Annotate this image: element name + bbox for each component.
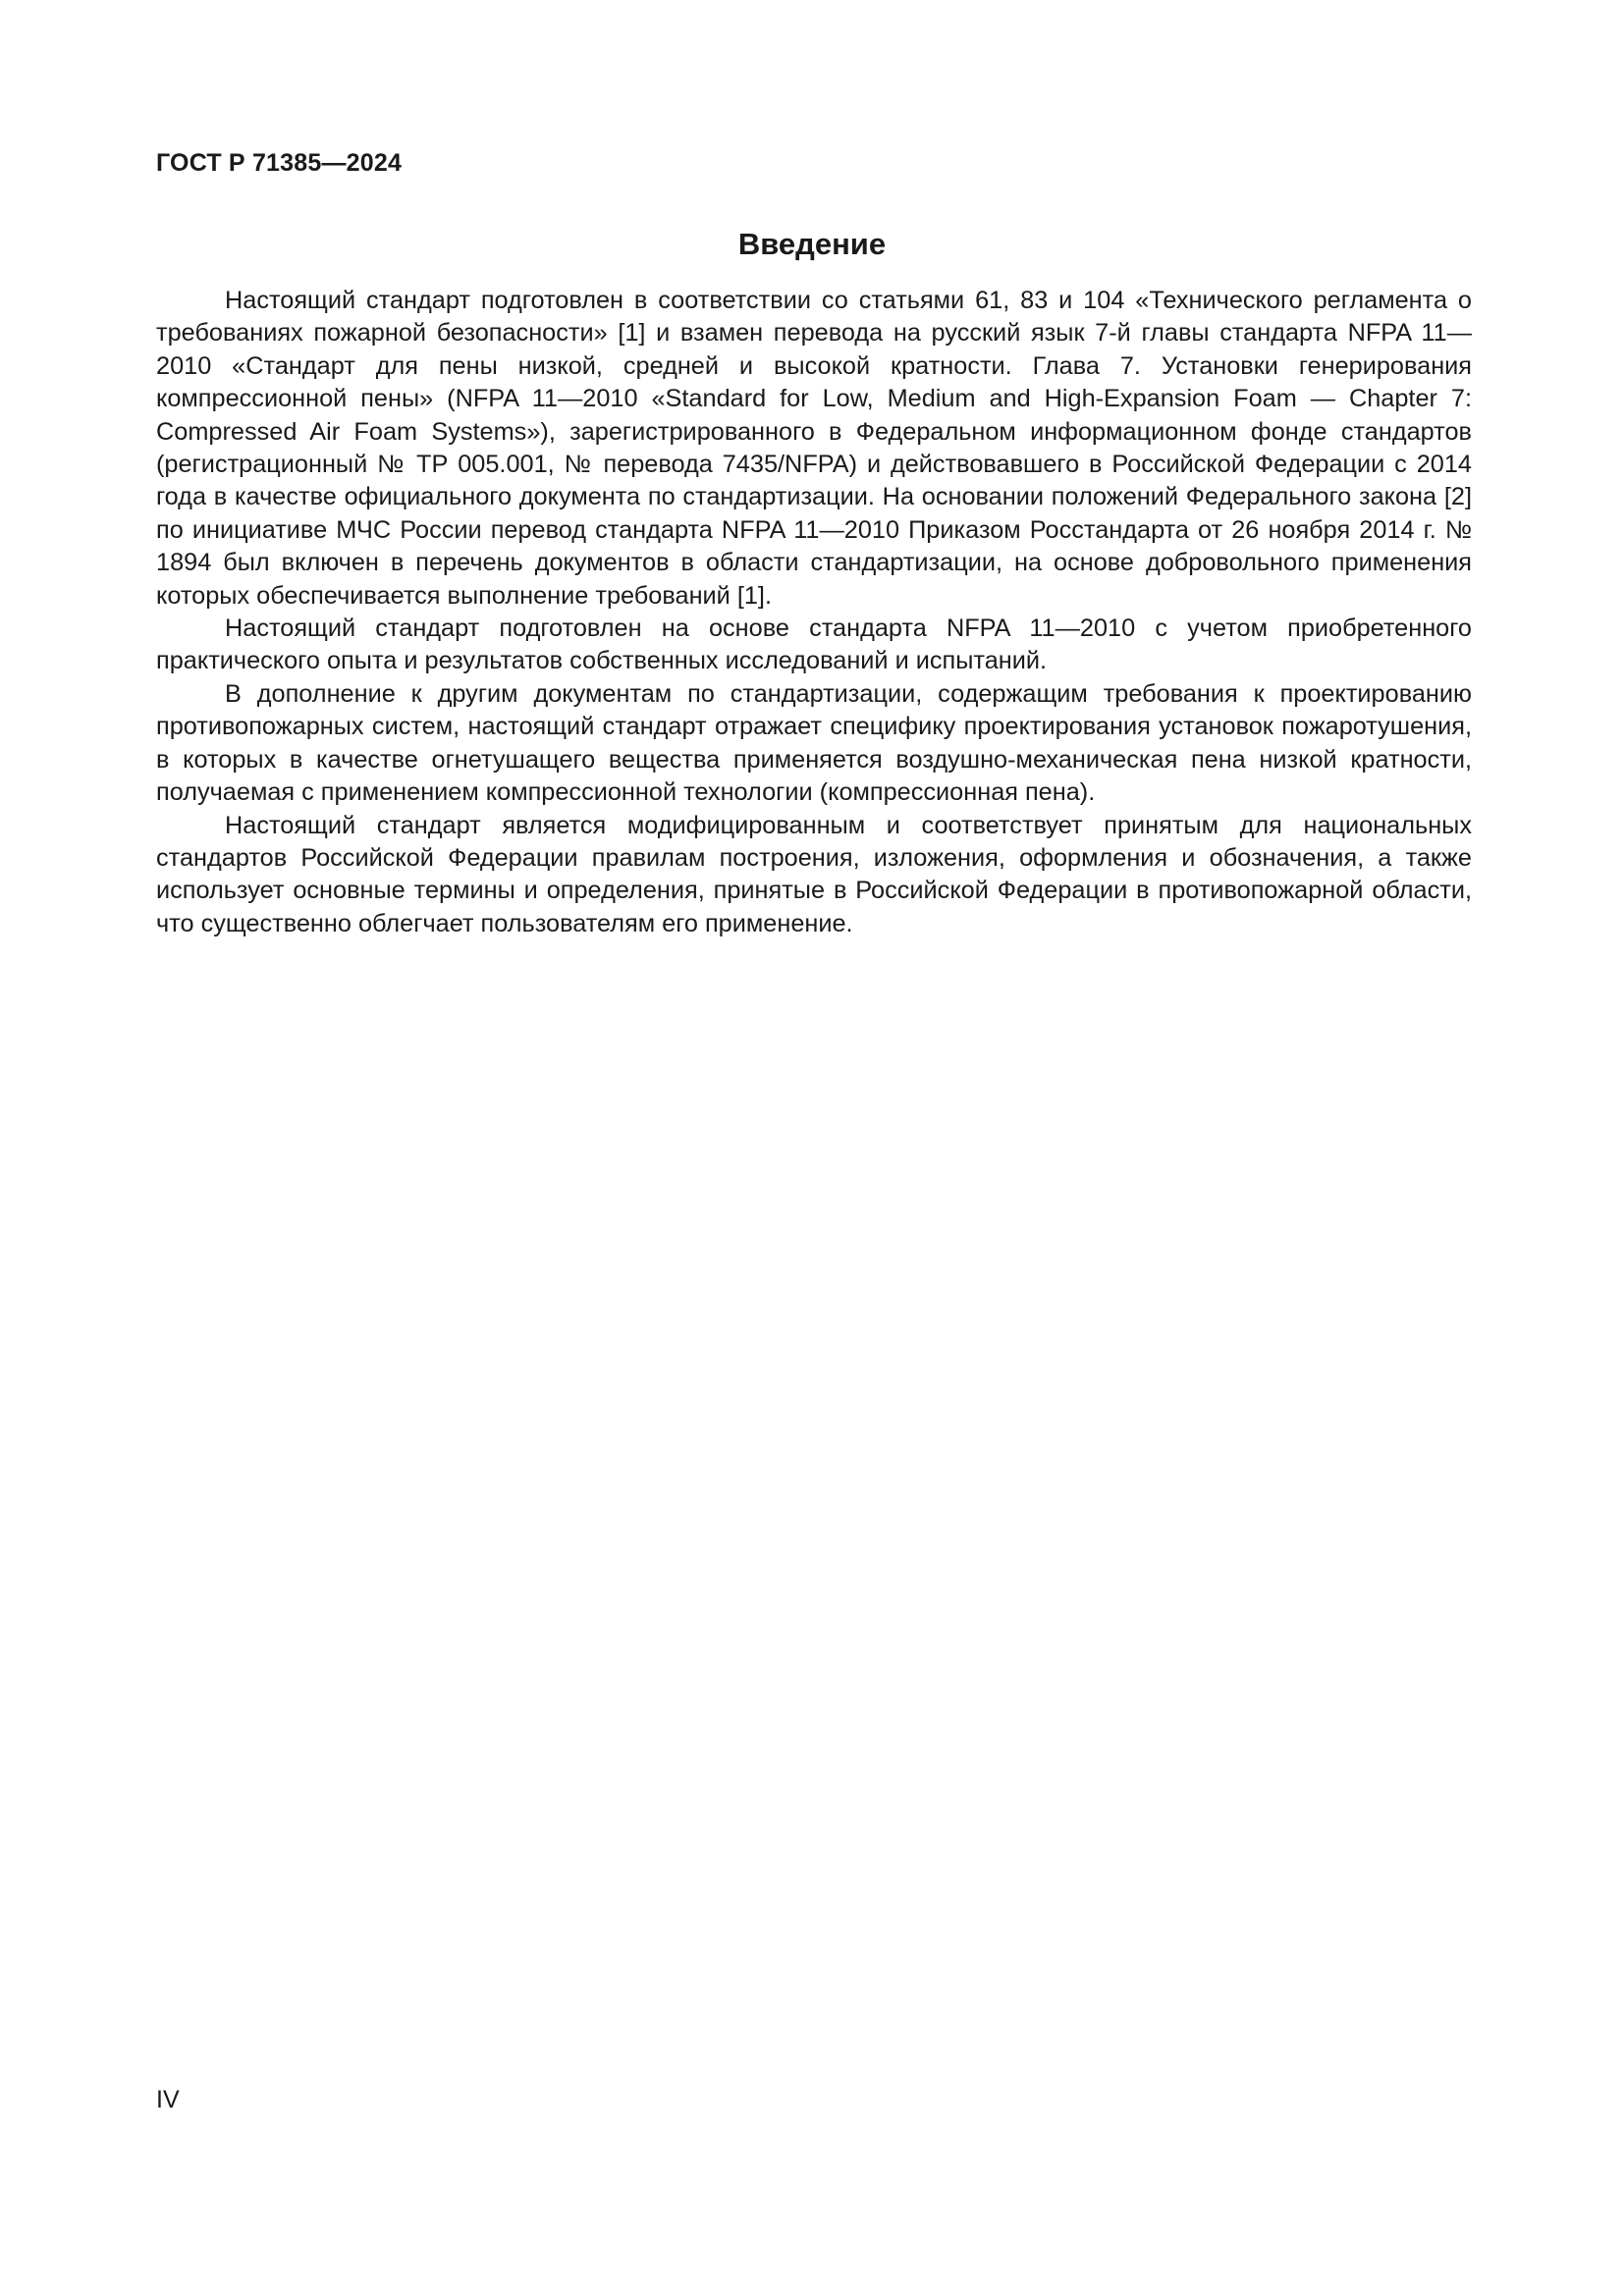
paragraph: Настоящий стандарт подготовлен в соответствии со статьями 61, 83 и 104 «Технического регламента о требованиях пожарной безопасности» [1] и взамен перевода на русский язык 7-й главы стандарта NFPA 11—2010 «Стандарт для пены низкой, средней и высокой кратности. Глава 7. Установки генерирования компрессионной пены» (NFPA 11—2010 «Standard for Low, Medium and High-Expansion Foam — Chapter 7: Compressed Air Foam Systems»), зарегистрированного в Федеральном информационном фонде стандартов (регистрационный № ТР 005.001, № перевода 7435/NFPA) и действовавшего в Российской Федерации с 2014 года в качестве официального документа по стандартизации. На основании положений Федерального закона [2] по инициативе МЧС России перевод стандарта NFPA 11—2010 Приказом Росстандарта от 26 ноября 2014 г. № 1894 был включен в перечень документов в области стандартизации, на основе добровольного применения которых обеспечивается выполнение требований [1]. — [156, 287, 1472, 610]
document-code: ГОСТ Р 71385—2024 — [156, 149, 403, 177]
paragraph: Настоящий стандарт является модифицированным и соответствует принятым для национальных стандартов Российской Федерации правилам построения, изложения, оформления и обозначения, а также использует основные термины и определения, принятые в Российской Федерации в противопожарной области, что существенно облегчает пользователям его применение. — [156, 811, 1472, 937]
section-title: Введение — [737, 227, 887, 261]
introduction-body — [156, 285, 1472, 940]
paragraph: Настоящий стандарт подготовлен на основе стандарта NFPA 11—2010 с учетом приобретенного практического опыта и результатов собственных исследований и испытаний. — [156, 614, 1472, 675]
paragraph: В дополнение к другим документам по стандартизации, содержащим требования к проектированию противопожарных систем, настоящий стандарт отражает специфику проектирования установок пожаротушения, в которых в качестве огнетушащего вещества применяется воздушно-механическая пена низкой кратности, получаемая с применением компрессионной технологии (компрессионная пена). — [156, 679, 1472, 807]
page-number: IV — [156, 2086, 180, 2113]
